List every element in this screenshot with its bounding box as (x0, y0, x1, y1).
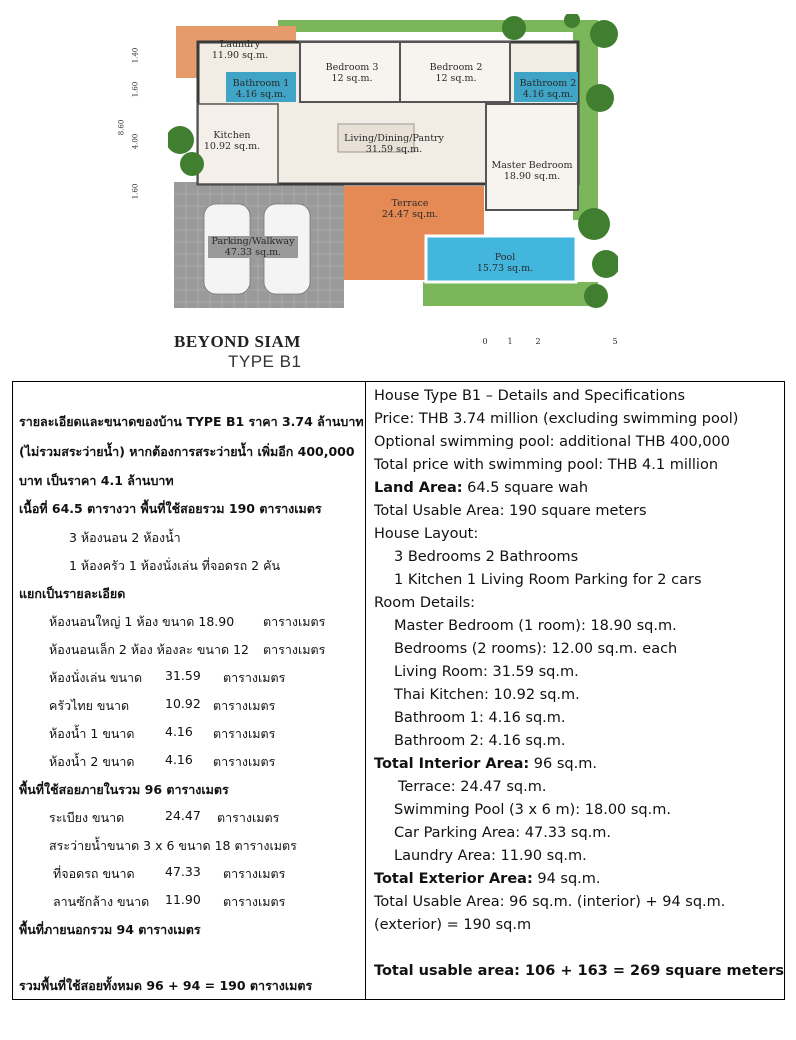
spacer (374, 937, 784, 960)
room-name: Laundry (219, 39, 261, 50)
eng-usable-total-line2: (exterior) = 190 sq.m (373, 917, 532, 933)
thai-row-label: ห้องนอนใหญ่ 1 ห้อง ขนาด 18.90 (49, 614, 235, 629)
thai-row-unit: ตารางเมตร (213, 726, 276, 741)
thai-row-unit: ตารางเมตร (223, 866, 286, 881)
room-label-kitchen (200, 130, 264, 152)
brand-name: BEYOND SIAM (174, 332, 301, 351)
room-area: 12 sq.m. (331, 73, 373, 84)
thai-row-value: 31.59 (165, 668, 201, 683)
eng-title: House Type B1 – Details and Specifications (373, 388, 686, 404)
thai-line: 3 ห้องนอน 2 ห้องน้ำ (69, 530, 181, 545)
thai-row-label: ลานซักล้าง ขนาด (53, 894, 150, 909)
eng-usable: Total Usable Area: 190 square meters (373, 503, 647, 519)
room-label-parking (208, 236, 298, 258)
english-details-column (366, 382, 784, 999)
thai-line: เนื้อที่ 64.5 ตารางวา พื้นที่ใช้สอยรวม 190 ตารางเมตร (19, 501, 322, 516)
room-label-pool (470, 252, 540, 274)
room-label-bathroom-2 (512, 78, 584, 100)
specification-table (12, 381, 785, 1000)
room-label-master-bedroom (486, 160, 578, 182)
thai-interior-total: พื้นที่ใช้สอยภายในรวม 96 ตารางเมตร (19, 782, 229, 797)
thai-row-label: ห้องนั่งเล่น ขนาด (49, 670, 143, 685)
eng-room-item: Master Bedroom (1 room): 18.90 sq.m. (393, 618, 677, 634)
eng-land-area (374, 477, 784, 500)
eng-room-details-heading: Room Details: (373, 595, 476, 611)
eng-bottom-total: Total usable area: 106 + 163 = 269 square meters (373, 963, 784, 979)
eng-room-item: Bedrooms (2 rooms): 12.00 sq.m. each (393, 641, 678, 657)
room-label-bedroom-3 (312, 62, 392, 84)
thai-row-unit: ตารางเมตร (217, 810, 280, 825)
eng-layout-item: 1 Kitchen 1 Living Room Parking for 2 cars (393, 572, 702, 588)
thai-line: (ไม่รวมสระว่ายน้ำ) หากต้องการสระว่ายน้ำ เพิ่มอีก 400,000 (19, 444, 355, 459)
scale-label: 5 (612, 337, 618, 346)
thai-line: บาท เป็นราคา 4.1 ล้านบาท (19, 473, 174, 488)
room-name: Bathroom 2 (519, 78, 577, 89)
thai-row-value: 4.16 (165, 752, 193, 767)
room-name: Master Bedroom (491, 160, 573, 171)
eng-ext-item: Car Parking Area: 47.33 sq.m. (393, 825, 612, 841)
thai-row-label: ที่จอดรถ ขนาด (53, 866, 135, 881)
thai-row-value: 47.33 (165, 864, 201, 879)
room-area: 31.59 sq.m. (365, 144, 423, 155)
eng-room-item: Thai Kitchen: 10.92 sq.m. (393, 687, 580, 703)
room-name: Bathroom 1 (232, 78, 290, 89)
room-area: 4.16 sq.m. (235, 89, 287, 100)
thai-row-label: ครัวไทย ขนาด (49, 698, 130, 713)
dimension-label: 1.60 (131, 81, 140, 98)
thai-line: 1 ห้องครัว 1 ห้องนั่งเล่น ที่จอดรถ 2 คัน (69, 558, 280, 573)
thai-details-column (13, 382, 366, 999)
room-label-bedroom-2 (416, 62, 496, 84)
thai-line: แยกเป็นรายละเอียด (19, 586, 126, 601)
eng-exterior-value: 94 sq.m. (532, 871, 601, 887)
eng-optional: Optional swimming pool: additional THB 400,000 (373, 434, 730, 450)
thai-row-label: ระเบียง ขนาด (49, 810, 125, 825)
room-name: Kitchen (213, 130, 251, 141)
room-name: Parking/Walkway (211, 236, 295, 247)
room-area: 10.92 sq.m. (203, 141, 261, 152)
eng-layout-item: 3 Bedrooms 2 Bathrooms (393, 549, 579, 565)
dimension-label: 8.60 (117, 119, 126, 136)
room-label-terrace (370, 198, 450, 220)
eng-room-item: Bathroom 2: 4.16 sq.m. (393, 733, 566, 749)
eng-interior-total (374, 753, 784, 776)
room-name: Terrace (391, 198, 429, 209)
room-label-bathroom-1 (224, 78, 298, 100)
eng-ext-item: Laundry Area: 11.90 sq.m. (393, 848, 587, 864)
thai-row-unit: ตารางเมตร (223, 670, 286, 685)
thai-row-label: สระว่ายน้ำขนาด 3 x 6 ขนาด 18 ตารางเมตร (49, 838, 297, 853)
eng-exterior-total (374, 868, 784, 891)
thai-row-unit: ตารางเมตร (213, 754, 276, 769)
thai-row-value: 10.92 (165, 696, 201, 711)
room-label-living (332, 133, 456, 155)
eng-interior-label: Total Interior Area: (373, 756, 530, 772)
room-area: 15.73 sq.m. (476, 263, 534, 274)
house-type: TYPE B1 (228, 352, 302, 371)
eng-layout-heading: House Layout: (373, 526, 479, 542)
eng-total-price: Total price with swimming pool: THB 4.1 million (373, 457, 719, 473)
thai-row-unit: ตารางเมตร (213, 698, 276, 713)
eng-exterior-label: Total Exterior Area: (373, 871, 533, 887)
eng-land-label: Land Area: (373, 480, 463, 496)
thai-row-label: ห้องน้ำ 1 ขนาด (49, 726, 135, 741)
scale-label: 2 (535, 337, 541, 346)
thai-row-unit: ตารางเมตร (263, 642, 326, 657)
room-area: 18.90 sq.m. (503, 171, 561, 182)
room-name: Pool (494, 252, 516, 263)
room-name: Bedroom 3 (325, 62, 379, 73)
room-name: Bedroom 2 (429, 62, 483, 73)
room-area: 24.47 sq.m. (381, 209, 439, 220)
thai-line: รายละเอียดและขนาดของบ้าน TYPE B1 ราคา 3.74 ล้านบาท (19, 414, 364, 429)
eng-land-value: 64.5 square wah (462, 480, 589, 496)
room-area: 12 sq.m. (435, 73, 477, 84)
thai-row-label: ห้องน้ำ 2 ขนาด (49, 754, 135, 769)
room-label-laundry (205, 39, 275, 61)
thai-grand-total: รวมพื้นที่ใช้สอยทั้งหมด 96 + 94 = 190 ตารางเมตร (19, 978, 313, 993)
scale-label: 0 (482, 337, 488, 346)
thai-exterior-total: พื้นที่ภายนอกรวม 94 ตารางเมตร (19, 922, 201, 937)
thai-row-label: ห้องนอนเล็ก 2 ห้อง ห้องละ ขนาด 12 (49, 642, 249, 657)
dimension-label: 1.40 (131, 47, 140, 64)
eng-ext-item: Terrace: 24.47 sq.m. (397, 779, 547, 795)
dimension-label: 1.60 (131, 183, 140, 200)
room-area: 11.90 sq.m. (211, 50, 269, 61)
eng-room-item: Bathroom 1: 4.16 sq.m. (393, 710, 566, 726)
eng-interior-value: 96 sq.m. (529, 756, 597, 772)
thai-row-unit: ตารางเมตร (263, 614, 326, 629)
room-area: 4.16 sq.m. (522, 89, 574, 100)
thai-row-value: 24.47 (165, 808, 201, 823)
eng-ext-item: Swimming Pool (3 x 6 m): 18.00 sq.m. (393, 802, 671, 818)
thai-row-value: 4.16 (165, 724, 193, 739)
room-area: 47.33 sq.m. (224, 247, 282, 258)
eng-usable-total-line1: Total Usable Area: 96 sq.m. (interior) + 94 sq.m. (373, 894, 726, 910)
eng-room-item: Living Room: 31.59 sq.m. (393, 664, 579, 680)
dimension-label: 4.00 (131, 133, 140, 150)
eng-price: Price: THB 3.74 million (excluding swimming pool) (373, 411, 739, 427)
room-name: Living/Dining/Pantry (344, 133, 444, 144)
thai-row-value: 11.90 (165, 892, 201, 907)
scale-label: 1 (507, 337, 513, 346)
thai-row-unit: ตารางเมตร (223, 894, 286, 909)
